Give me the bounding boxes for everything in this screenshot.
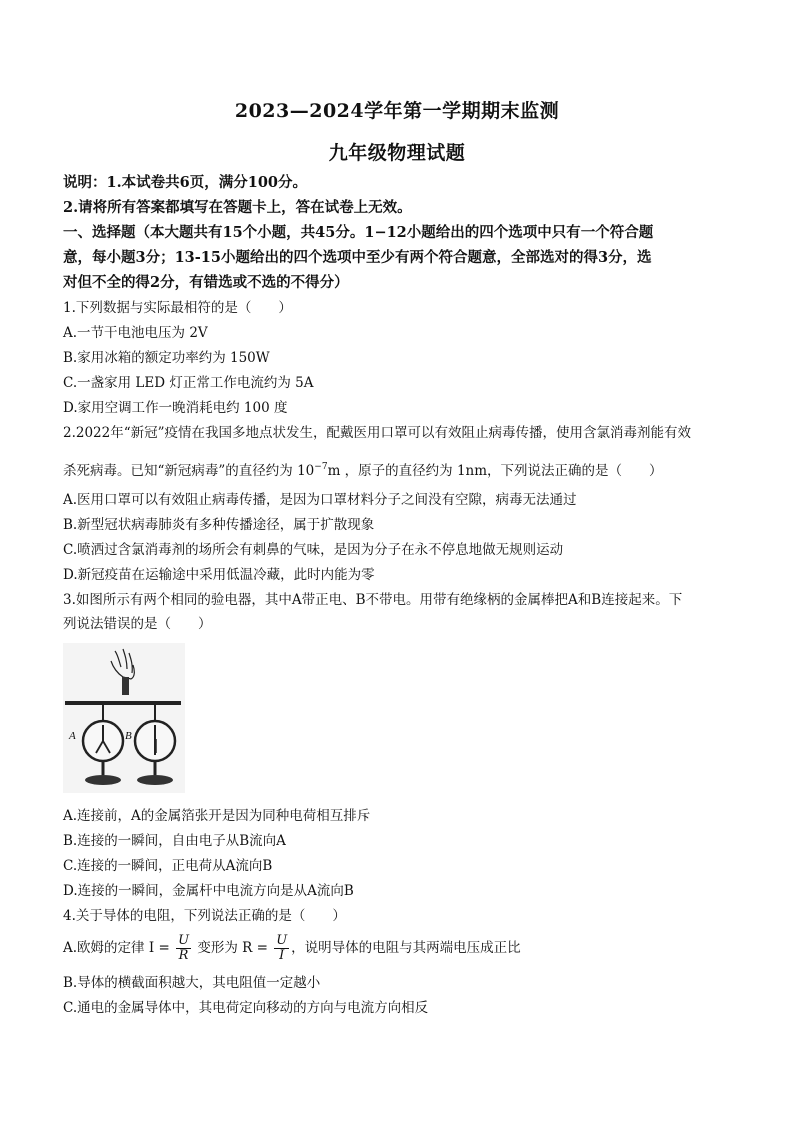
question-2-stem-part-2: m ，原子的直径约为 1nm，下列说法正确的是（ ） bbox=[327, 463, 663, 479]
instruction-line-1: 说明：1.本试卷共6页，满分100分。 bbox=[63, 174, 307, 191]
question-1-option-d: D.家用空调工作一晚消耗电约 100 度 bbox=[63, 400, 288, 416]
question-1-stem: 1.下列数据与实际最相符的是（ ） bbox=[63, 300, 292, 316]
section-heading-line-1: 一、选择题（本大题共有15个小题，共45分。1−12小题给出的四个选项中只有一个符合题 bbox=[63, 224, 654, 241]
fraction-u-over-r bbox=[176, 934, 191, 963]
question-1-option-a: A.一节干电池电压为 2V bbox=[63, 325, 208, 341]
figure-label-a: A bbox=[69, 730, 76, 742]
figure-label-b: B bbox=[125, 730, 132, 742]
question-3-option-a: A.连接前，A的金属箔张开是因为同种电荷相互排斥 bbox=[63, 808, 371, 824]
question-1-option-c: C.一盏家用 LED 灯正常工作电流约为 5A bbox=[63, 375, 314, 391]
question-3-option-d: D.连接的一瞬间，金属杆中电流方向是从A流向B bbox=[63, 883, 354, 899]
option-a-prefix: A.欧姆的定律 I = bbox=[63, 940, 175, 956]
question-3-option-b: B.连接的一瞬间，自由电子从B流向A bbox=[63, 833, 286, 849]
exam-subtitle: 九年级物理试题 bbox=[328, 142, 466, 164]
fraction-denominator: I bbox=[279, 948, 285, 963]
instruction-line-2: 2.请将所有答案都填写在答题卡上，答在试卷上无效。 bbox=[63, 199, 412, 216]
section-heading-line-2: 意，每小题3分；13-15小题给出的四个选项中至少有两个符合题意，全部选对的得3分，选 bbox=[63, 249, 652, 266]
section-heading-line-3: 对但不全的得2分，有错选或不选的不得分） bbox=[63, 274, 349, 291]
question-2-option-a: A.医用口罩可以有效阻止病毒传播，是因为口罩材料分子之间没有空隙，病毒无法通过 bbox=[63, 492, 577, 508]
option-a-suffix: ，说明导体的电阻与其两端电压成正比 bbox=[291, 940, 521, 956]
question-2-stem-line-2 bbox=[63, 458, 735, 480]
question-2-option-b: B.新型冠状病毒肺炎有多种传播途径，属于扩散现象 bbox=[63, 517, 375, 533]
question-3-stem-line-2: 列说法错误的是（ ） bbox=[63, 616, 212, 632]
exam-title: 2023—2024学年第一学期期末监测 bbox=[234, 100, 560, 122]
question-2-option-d: D.新冠疫苗在运输途中采用低温冷藏，此时内能为零 bbox=[63, 567, 375, 583]
exponent: −7 bbox=[314, 462, 328, 472]
electroscope-figure bbox=[63, 643, 185, 793]
question-2-stem-part-1: 杀死病毒。已知“新冠病毒”的直径约为 10 bbox=[63, 463, 315, 479]
question-4-option-c: C.通电的金属导体中，其电荷定向移动的方向与电流方向相反 bbox=[63, 1000, 429, 1016]
question-4-option-b: B.导体的横截面积越大，其电阻值一定越小 bbox=[63, 975, 321, 991]
question-3-stem-line-1: 3.如图所示有两个相同的验电器，其中A带正电、B不带电。用带有绝缘柄的金属棒把A和B连接起来。下 bbox=[63, 592, 683, 608]
fraction-u-over-i bbox=[274, 934, 289, 963]
question-4-option-a bbox=[63, 932, 735, 964]
question-1-option-b: B.家用冰箱的额定功率约为 150W bbox=[63, 350, 270, 366]
question-3-option-c: C.连接的一瞬间，正电荷从A流向B bbox=[63, 858, 273, 874]
question-2-option-c: C.喷洒过含氯消毒剂的场所会有刺鼻的气味，是因为分子在永不停息地做无规则运动 bbox=[63, 542, 564, 558]
fraction-denominator: R bbox=[178, 948, 189, 963]
insulated-handle bbox=[122, 677, 129, 695]
question-4-stem: 4.关于导体的电阻，下列说法正确的是（ ） bbox=[63, 908, 346, 924]
metal-rod bbox=[65, 701, 181, 705]
fraction-numerator: U bbox=[276, 933, 288, 948]
fraction-numerator: U bbox=[178, 933, 190, 948]
option-a-middle: 变形为 R = bbox=[193, 940, 273, 956]
question-2-stem-line-1: 2.2022年“新冠”疫情在我国多地点状发生，配戴医用口罩可以有效阻止病毒传播，使用含氯消毒剂能有效 bbox=[63, 425, 692, 441]
